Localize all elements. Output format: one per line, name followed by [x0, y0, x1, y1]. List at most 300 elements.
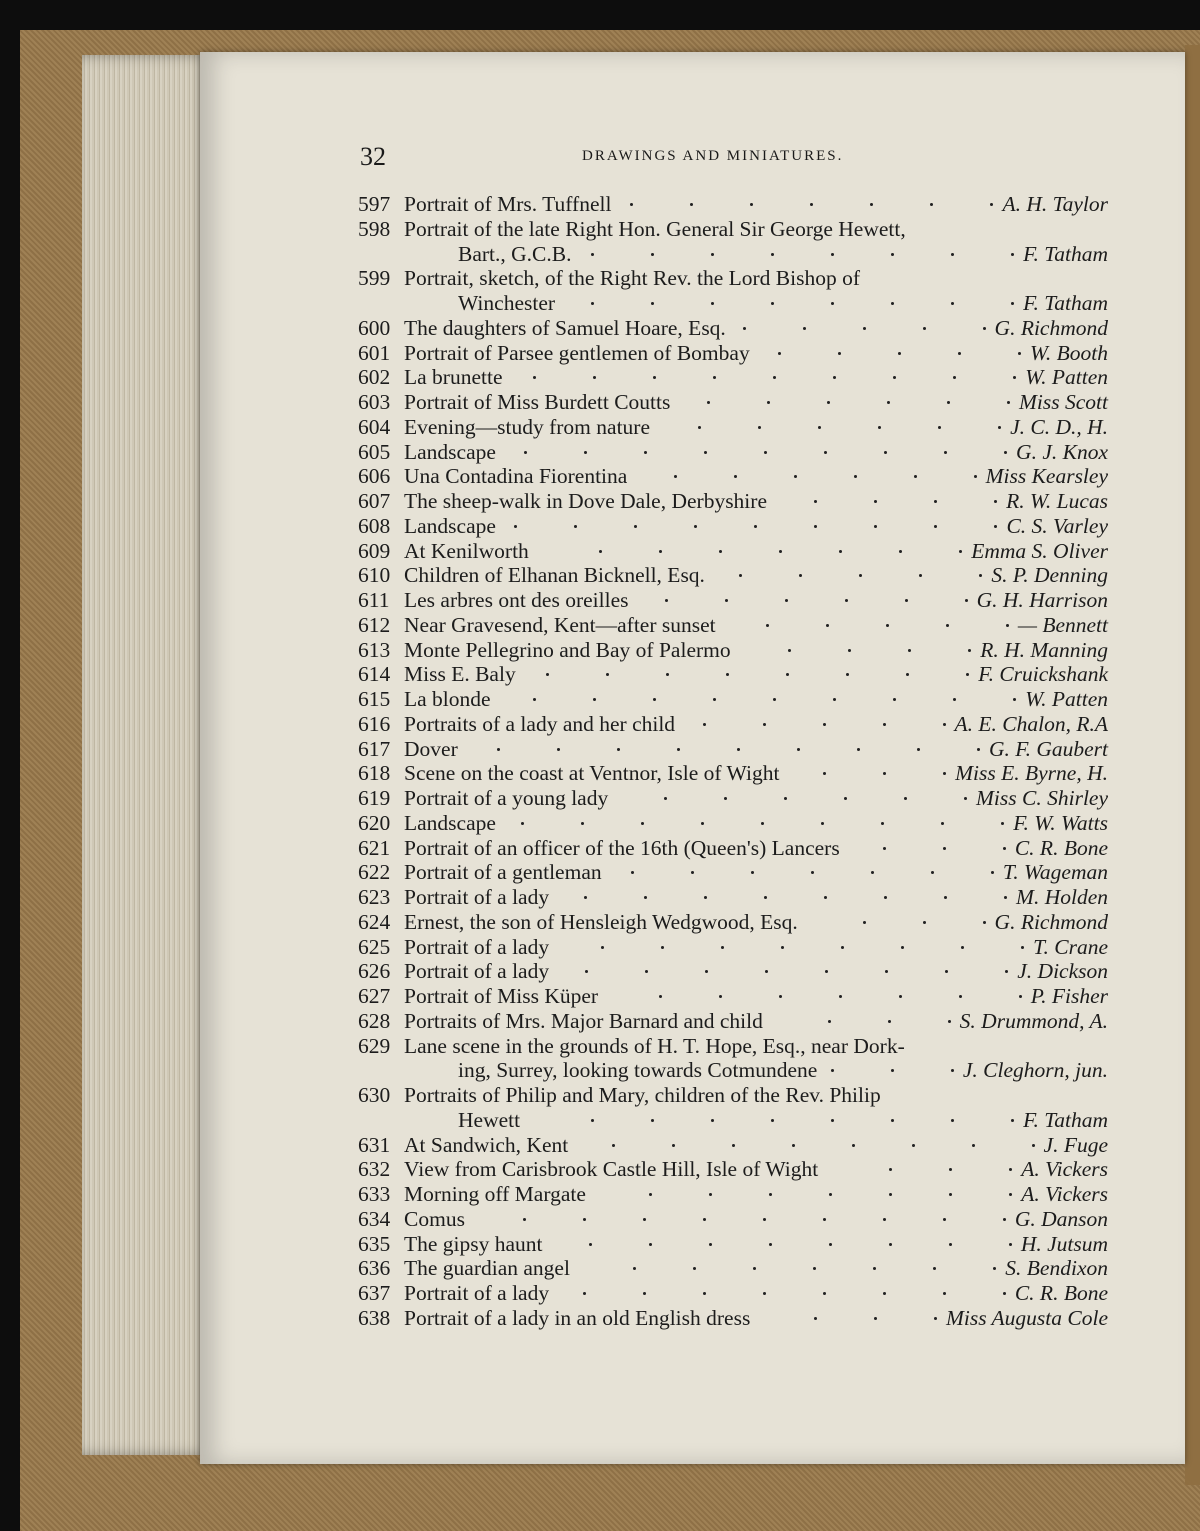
leader-dot: [585, 970, 588, 973]
entry-artist: Miss C. Shirley: [976, 786, 1108, 810]
leader-dot: [904, 797, 907, 800]
entry-number: 631: [358, 1132, 391, 1157]
leader-dot: [666, 673, 669, 676]
entry-title: The sheep-walk in Dove Dale, Derbyshire: [404, 489, 767, 513]
leader-dot: [583, 1218, 586, 1221]
leader-dot: [845, 599, 848, 602]
leader-dot: [653, 698, 656, 701]
leader-dot: [788, 649, 791, 652]
leader-dot: [1009, 1168, 1012, 1171]
catalogue-entry: [358, 1232, 1108, 1257]
leader-dot: [951, 1119, 954, 1122]
entry-title: The daughters of Samuel Hoare, Esq.: [404, 315, 726, 340]
leader-dot: [949, 1193, 952, 1196]
leader-dot: [964, 797, 967, 800]
leader-dot: [771, 253, 774, 256]
leader-dot: [931, 871, 934, 874]
entry-number: 625: [358, 934, 391, 959]
leader-dot: [1011, 1119, 1014, 1122]
leader-dot: [724, 797, 727, 800]
entry-artist: J. Dickson: [1017, 959, 1108, 984]
leader-dot: [838, 352, 841, 355]
leader-dot: [912, 1144, 915, 1147]
leader-dot: [990, 203, 993, 206]
leader-dot: [993, 1267, 996, 1270]
leader-dot: [593, 376, 596, 379]
entry-title: Miss E. Baly: [404, 662, 516, 687]
entry-number: 624: [358, 909, 391, 934]
entry-artist: T. Wageman: [1002, 860, 1108, 885]
leader-dot: [826, 624, 829, 627]
catalogue-entry: [358, 1207, 1108, 1232]
leader-dot: [814, 1317, 817, 1320]
leader-dot: [1019, 995, 1022, 998]
entry-title: The gipsy haunt: [404, 1231, 543, 1256]
leader-dot: [694, 525, 697, 528]
catalogue-entry: [358, 910, 1108, 935]
leader-dot: [737, 748, 740, 751]
leader-dot: [766, 624, 769, 627]
leader-dot: [977, 748, 980, 751]
entry-title: Dover: [404, 736, 458, 761]
leader-dot: [908, 649, 911, 652]
leader-dot: [863, 921, 866, 924]
leader-dot: [823, 772, 826, 775]
entry-number: 614: [358, 662, 391, 687]
entry-number: 612: [358, 612, 391, 637]
leader-dot: [944, 896, 947, 899]
entry-title: Portrait of a young lady: [404, 786, 609, 810]
leader-dot: [823, 1292, 826, 1295]
catalogue-entry: [358, 1083, 1108, 1108]
leader-dot: [953, 698, 956, 701]
catalogue-entry: [358, 192, 1108, 217]
entry-number: 609: [358, 538, 391, 563]
leader-dot: [1011, 302, 1014, 305]
leader-dot: [1006, 624, 1009, 627]
leader-dot: [1018, 352, 1021, 355]
entry-number: 620: [358, 810, 391, 835]
leader-dot: [824, 451, 827, 454]
leader-dot: [923, 327, 926, 330]
leader-dot: [591, 1119, 594, 1122]
leader-dot: [881, 822, 884, 825]
leader-dot: [914, 475, 917, 478]
leader-dot: [919, 574, 922, 577]
leader-dot: [972, 1144, 975, 1147]
entry-number: 613: [358, 637, 391, 662]
leader-dot: [765, 970, 768, 973]
entry-number: 636: [358, 1256, 391, 1281]
leader-dot: [693, 1267, 696, 1270]
entry-title: Near Gravesend, Kent—after sunset: [404, 612, 716, 637]
catalogue-entry: [358, 563, 1108, 588]
entry-artist: S. Drummond, A.: [959, 1008, 1108, 1033]
leader-dot: [644, 896, 647, 899]
entry-number: 598: [358, 216, 391, 241]
leader-dot: [831, 253, 834, 256]
catalogue-entry: [358, 1281, 1108, 1306]
entry-artist: W. Booth: [1029, 340, 1108, 365]
catalogue-entry: [358, 860, 1108, 885]
leader-dot: [719, 550, 722, 553]
catalogue-entry: [358, 786, 1108, 811]
leader-dot: [497, 748, 500, 751]
entry-number: 617: [358, 736, 391, 761]
entry-artist: — Bennett: [1017, 612, 1108, 637]
entry-title: Les arbres ont des oreilles: [404, 588, 629, 612]
entry-title: Hewett: [458, 1107, 521, 1132]
leader-dot: [785, 599, 788, 602]
entry-title: Winchester: [458, 291, 556, 315]
catalogue-entry: [358, 489, 1108, 514]
entry-artist: J. Cleghorn, jun.: [962, 1058, 1108, 1083]
leader-dot: [764, 451, 767, 454]
entry-artist: A. E. Chalon, R.A: [954, 711, 1108, 736]
entry-title: Portrait of Mrs. Tuffnell: [404, 192, 612, 216]
catalogue-entry: [358, 341, 1108, 366]
entry-title: Lane scene in the grounds of H. T. Hope, Esq., near Dork-: [404, 1033, 905, 1058]
leader-dot: [1021, 946, 1024, 949]
catalogue-entry: [358, 1133, 1108, 1158]
entry-title: Comus: [404, 1206, 465, 1231]
entry-number: 626: [358, 959, 391, 984]
leader-dot: [874, 500, 877, 503]
leader-dot: [786, 673, 789, 676]
leader-dot: [810, 203, 813, 206]
leader-dot: [779, 995, 782, 998]
leader-dot: [739, 574, 742, 577]
leader-dot: [829, 1193, 832, 1196]
leader-dot: [574, 525, 577, 528]
leader-dot: [1003, 847, 1006, 850]
leader-dot: [734, 475, 737, 478]
leader-dot: [905, 599, 908, 602]
leader-dot: [589, 1243, 592, 1246]
leader-dot: [533, 698, 536, 701]
leader-dot: [583, 1292, 586, 1295]
catalogue-entry: [358, 291, 1108, 316]
leader-dot: [732, 1144, 735, 1147]
catalogue-entry: [358, 242, 1108, 267]
leader-dot: [966, 673, 969, 676]
entry-number: 605: [358, 439, 391, 464]
leader-dot: [1032, 1144, 1035, 1147]
leader-dot: [821, 822, 824, 825]
leader-dot: [524, 451, 527, 454]
leader-dot: [827, 401, 830, 404]
leader-dot: [878, 426, 881, 429]
leader-dot: [829, 1243, 832, 1246]
entry-title: Morning off Margate: [404, 1182, 586, 1206]
leader-dot: [591, 302, 594, 305]
leader-dot: [863, 327, 866, 330]
leader-dot: [930, 203, 933, 206]
leader-dot: [813, 1267, 816, 1270]
catalogue-entry: [358, 266, 1108, 291]
leader-dot: [949, 1243, 952, 1246]
entry-artist: H. Jutsum: [1020, 1231, 1108, 1256]
leader-dot: [709, 1243, 712, 1246]
catalogue-entry: [358, 464, 1108, 489]
leader-dot: [1009, 1193, 1012, 1196]
entry-artist: G. Richmond: [994, 315, 1108, 340]
leader-dot: [857, 748, 860, 751]
leader-dot: [983, 327, 986, 330]
leader-dot: [1004, 451, 1007, 454]
leader-dot: [631, 871, 634, 874]
entry-title: Portrait of a lady in an old English dress: [404, 1305, 751, 1330]
leader-dot: [651, 253, 654, 256]
entry-title: Children of Elhanan Bicknell, Esq.: [404, 563, 705, 588]
entry-title: View from Carisbrook Castle Hill, Isle of Wight: [404, 1157, 819, 1182]
entry-number: 608: [358, 513, 391, 538]
leader-dot: [959, 995, 962, 998]
leader-dot: [839, 550, 842, 553]
leader-dot: [601, 946, 604, 949]
leader-dot: [899, 550, 902, 553]
leader-dot: [818, 426, 821, 429]
leader-dot: [758, 426, 761, 429]
leader-dot: [691, 871, 694, 874]
leader-dot: [1003, 1292, 1006, 1295]
entry-title: Evening—study from nature: [404, 414, 651, 439]
catalogue-entry: [358, 316, 1108, 341]
entry-title: Portrait of Parsee gentlemen of Bombay: [404, 340, 750, 365]
catalogue-entry: [358, 712, 1108, 737]
entry-title: Portrait of Miss Küper: [404, 984, 599, 1008]
leader-dot: [1004, 896, 1007, 899]
leader-dot: [965, 599, 968, 602]
leader-dot: [968, 649, 971, 652]
leader-dot: [885, 970, 888, 973]
entry-number: 606: [358, 464, 391, 489]
entry-artist: G. Danson: [1014, 1206, 1108, 1231]
leader-dot: [886, 624, 889, 627]
leader-dot: [938, 426, 941, 429]
leader-dot: [889, 1243, 892, 1246]
leader-dot: [884, 896, 887, 899]
entry-title: Landscape: [404, 439, 496, 464]
catalogue-entry: [358, 687, 1108, 712]
leader-dot: [711, 1119, 714, 1122]
running-head: DRAWINGS AND MINIATURES.: [582, 148, 844, 164]
leader-dot: [771, 1119, 774, 1122]
entry-number: 604: [358, 414, 391, 439]
leader-dot: [593, 698, 596, 701]
entry-title: ing, Surrey, looking towards Cotmundene: [458, 1058, 818, 1083]
catalogue-entry: [358, 588, 1108, 613]
leader-dot: [891, 1069, 894, 1072]
entry-number: 601: [358, 340, 391, 365]
entry-title: Portrait of a lady: [404, 934, 550, 959]
leader-dot: [901, 946, 904, 949]
leader-dot: [994, 500, 997, 503]
leader-dot: [848, 649, 851, 652]
entry-artist: W. Patten: [1025, 365, 1108, 390]
leader-dot: [883, 1218, 886, 1221]
entry-artist: G. Richmond: [994, 909, 1108, 934]
entry-artist: P. Fisher: [1030, 984, 1108, 1008]
leader-dot: [764, 896, 767, 899]
leader-dot: [870, 203, 873, 206]
entry-artist: C. R. Bone: [1014, 835, 1108, 860]
leader-dot: [839, 995, 842, 998]
leader-dot: [644, 451, 647, 454]
leader-dot: [874, 525, 877, 528]
entry-number: 629: [358, 1033, 391, 1058]
leader-dot: [854, 475, 857, 478]
entry-title: La blonde: [404, 687, 491, 711]
entry-title: Portrait of a lady: [404, 885, 550, 909]
catalogue-entry: [358, 836, 1108, 861]
catalogue-entry: [358, 885, 1108, 910]
leader-dot: [814, 500, 817, 503]
entry-artist: F. W. Watts: [1013, 810, 1108, 835]
entry-artist: S. Bendixon: [1005, 1256, 1108, 1281]
leader-dot: [674, 475, 677, 478]
leader-dot: [898, 352, 901, 355]
entry-artist: F. Tatham: [1023, 291, 1108, 315]
leader-dot: [874, 1317, 877, 1320]
catalogue-entry: [358, 638, 1108, 663]
leader-dot: [891, 253, 894, 256]
leader-dot: [784, 797, 787, 800]
leader-dot: [871, 871, 874, 874]
entry-title: Una Contadina Fiorentina: [404, 464, 628, 489]
leader-dot: [983, 921, 986, 924]
leader-dot: [887, 401, 890, 404]
leader-dot: [945, 970, 948, 973]
leader-dot: [934, 1317, 937, 1320]
entry-number: 627: [358, 984, 391, 1008]
leader-dot: [711, 253, 714, 256]
entry-artist: C. R. Bone: [1014, 1281, 1108, 1305]
entry-title: Portrait of an officer of the 16th (Queen's) Lancers: [404, 835, 840, 860]
leader-dot: [721, 946, 724, 949]
entry-artist: C. S. Varley: [1006, 513, 1108, 538]
entry-title: At Kenilworth: [404, 538, 529, 563]
leader-dot: [794, 475, 797, 478]
catalogue-entry: [358, 959, 1108, 984]
leader-dot: [828, 1020, 831, 1023]
entry-number: 633: [358, 1182, 391, 1206]
leader-dot: [974, 475, 977, 478]
leader-dot: [883, 847, 886, 850]
catalogue-entry: [358, 1108, 1108, 1133]
leader-dot: [891, 1119, 894, 1122]
entry-number: 607: [358, 489, 391, 513]
catalogue-entry: [358, 811, 1108, 836]
catalogue-entry: [358, 440, 1108, 465]
leader-dot: [934, 500, 937, 503]
leader-dot: [1005, 970, 1008, 973]
leader-dot: [704, 896, 707, 899]
entry-title: Portrait of a gentleman: [404, 860, 602, 885]
leader-dot: [599, 550, 602, 553]
leader-dot: [943, 1292, 946, 1295]
leader-dot: [750, 203, 753, 206]
entry-title: At Sandwich, Kent: [404, 1132, 569, 1157]
leader-dot: [763, 723, 766, 726]
entry-artist: G. H. Harrison: [976, 588, 1108, 612]
leader-dot: [690, 203, 693, 206]
entry-artist: F. Tatham: [1023, 1107, 1108, 1132]
leader-dot: [659, 550, 662, 553]
leader-dot: [946, 624, 949, 627]
leader-dot: [719, 995, 722, 998]
entry-title: Landscape: [404, 810, 496, 835]
catalogue-entry: [358, 390, 1108, 415]
leader-dot: [825, 970, 828, 973]
leader-dot: [1001, 822, 1004, 825]
entry-number: 597: [358, 192, 391, 216]
catalogue-entry: [358, 613, 1108, 638]
entry-number: 610: [358, 563, 391, 588]
leader-dot: [703, 723, 706, 726]
leader-dot: [917, 748, 920, 751]
catalogue-entry: [358, 1009, 1108, 1034]
leader-dot: [953, 376, 956, 379]
entry-artist: F. Cruickshank: [978, 662, 1108, 687]
entry-title: Portrait of the late Right Hon. General Sir George Hewett,: [404, 216, 906, 241]
leader-dot: [831, 302, 834, 305]
leader-dot: [958, 352, 961, 355]
leader-dot: [1013, 376, 1016, 379]
leader-dot: [767, 401, 770, 404]
leader-dot: [811, 871, 814, 874]
entry-number: 621: [358, 835, 391, 860]
leader-dot: [844, 797, 847, 800]
entry-artist: T. Crane: [1033, 934, 1108, 959]
leader-dot: [979, 574, 982, 577]
entry-title: Bart., G.C.B.: [458, 241, 572, 266]
leader-dot: [726, 673, 729, 676]
entry-artist: Emma S. Oliver: [971, 538, 1108, 563]
entry-number: 603: [358, 390, 391, 414]
leader-dot: [698, 426, 701, 429]
leader-dot: [883, 723, 886, 726]
cover-edge: [1185, 45, 1200, 1485]
leader-dot: [753, 1267, 756, 1270]
entry-artist: R. W. Lucas: [1006, 489, 1108, 513]
leader-dot: [1003, 1218, 1006, 1221]
leader-dot: [944, 451, 947, 454]
leader-dot: [899, 995, 902, 998]
leader-dot: [606, 673, 609, 676]
leader-dot: [943, 847, 946, 850]
leader-dot: [833, 376, 836, 379]
entry-artist: M. Holden: [1016, 885, 1108, 909]
page-header: [360, 142, 1120, 176]
entry-title: The guardian angel: [404, 1256, 570, 1281]
entry-artist: Miss Augusta Cole: [945, 1305, 1108, 1330]
leader-dot: [763, 1218, 766, 1221]
entry-artist: A. H. Taylor: [1002, 192, 1108, 216]
catalogue-entry: [358, 984, 1108, 1009]
leader-dot: [664, 797, 667, 800]
entry-title: Ernest, the son of Hensleigh Wedgwood, Esq.: [404, 909, 798, 934]
leader-dot: [591, 253, 594, 256]
entry-number: 622: [358, 860, 391, 885]
leader-dot: [852, 1144, 855, 1147]
leader-dot: [653, 376, 656, 379]
page-edges: [82, 55, 212, 1455]
leader-dot: [889, 1193, 892, 1196]
leader-dot: [891, 302, 894, 305]
leader-dot: [773, 376, 776, 379]
leader-dot: [643, 1218, 646, 1221]
